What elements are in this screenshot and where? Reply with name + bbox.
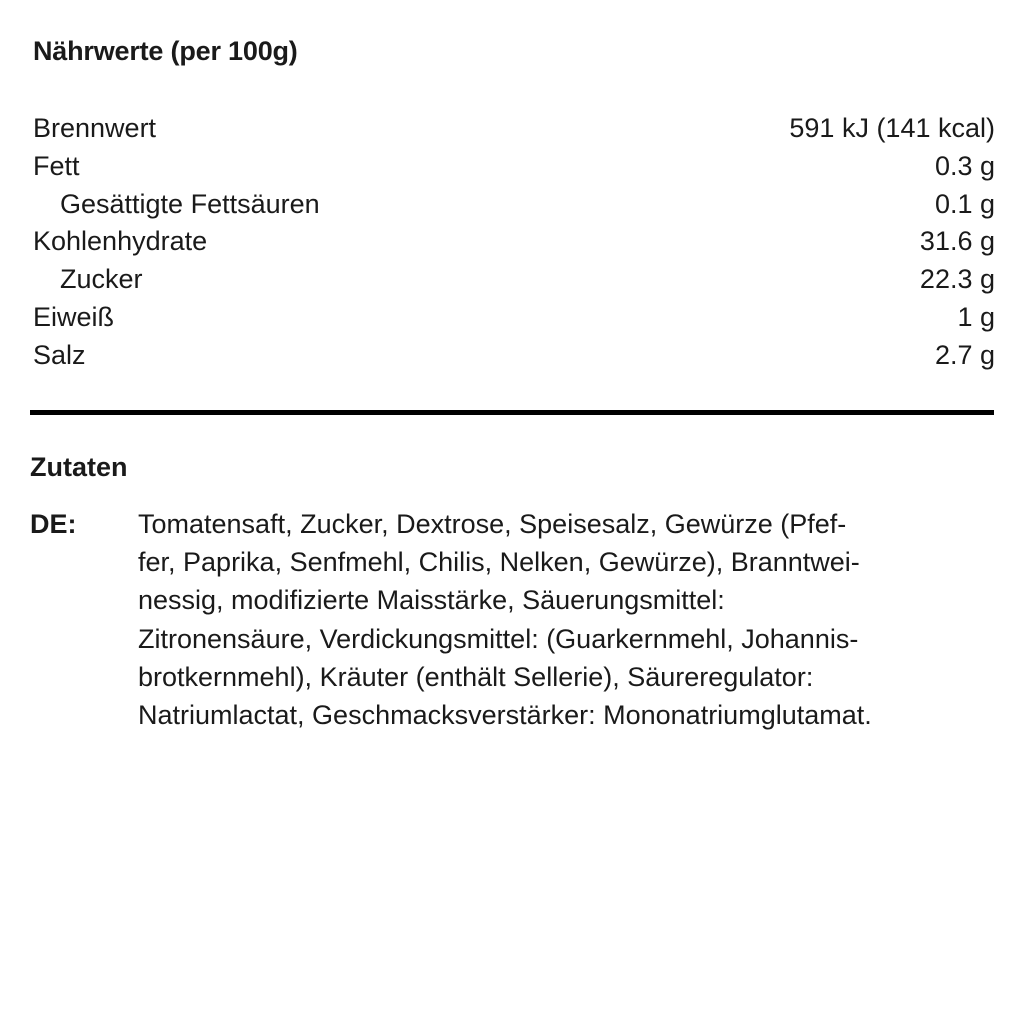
nutrition-label: Brennwert — [33, 113, 157, 143]
nutrition-row-salt — [33, 337, 995, 375]
nutrition-label: Kohlenhydrate — [33, 226, 208, 257]
nutrition-row-saturated-fat — [33, 186, 995, 224]
nutrition-row-carbohydrates — [33, 223, 995, 261]
nutrition-row-protein — [33, 299, 995, 337]
ingredients-line: Tomatensaft, Zucker, Dextrose, Speisesalz, Gewürze (Pfef- — [138, 509, 847, 539]
ingredients-title: Zutaten — [30, 452, 128, 482]
nutrition-table — [33, 110, 995, 375]
nutrition-value: 1 g — [957, 301, 995, 332]
section-divider — [30, 410, 994, 415]
ingredients-text — [138, 505, 1000, 734]
ingredients-line: Zitronensäure, Verdickungsmittel: (Guarkernmehl, Johannis- — [138, 623, 859, 654]
nutrition-value: 0.1 g — [934, 188, 995, 219]
nutrition-value: 591 kJ (141 kcal) — [789, 113, 995, 143]
nutrition-value: 31.6 g — [919, 226, 995, 257]
nutrition-row-sugar — [33, 261, 995, 299]
ingredients-line: brotkernmehl), Kräuter (enthält Sellerie), Säureregulator: — [138, 661, 814, 692]
nutrition-label: Gesättigte Fettsäuren — [60, 188, 320, 219]
nutrition-value: 0.3 g — [934, 150, 995, 181]
nutrition-label: Salz — [33, 339, 86, 370]
nutrition-title: Nährwerte (per 100g) — [33, 36, 298, 66]
nutrition-value: 22.3 g — [919, 264, 995, 295]
language-code: DE: — [30, 509, 77, 539]
ingredients-line: Natriumlactat, Geschmacksverstärker: Mononatriumglutamat. — [138, 700, 872, 731]
nutrition-label: Zucker — [60, 264, 143, 295]
nutrition-label: Fett — [33, 150, 80, 181]
nutrition-value: 2.7 g — [934, 339, 995, 370]
nutrition-row-energy — [33, 110, 995, 148]
nutrition-label: Eiweiß — [33, 301, 115, 332]
ingredients-line: nessig, modifizierte Maisstärke, Säuerungsmittel: — [138, 585, 725, 616]
nutrition-row-fat — [33, 148, 995, 186]
ingredients-line: fer, Paprika, Senfmehl, Chilis, Nelken, Gewürze), Branntwei- — [138, 547, 860, 578]
